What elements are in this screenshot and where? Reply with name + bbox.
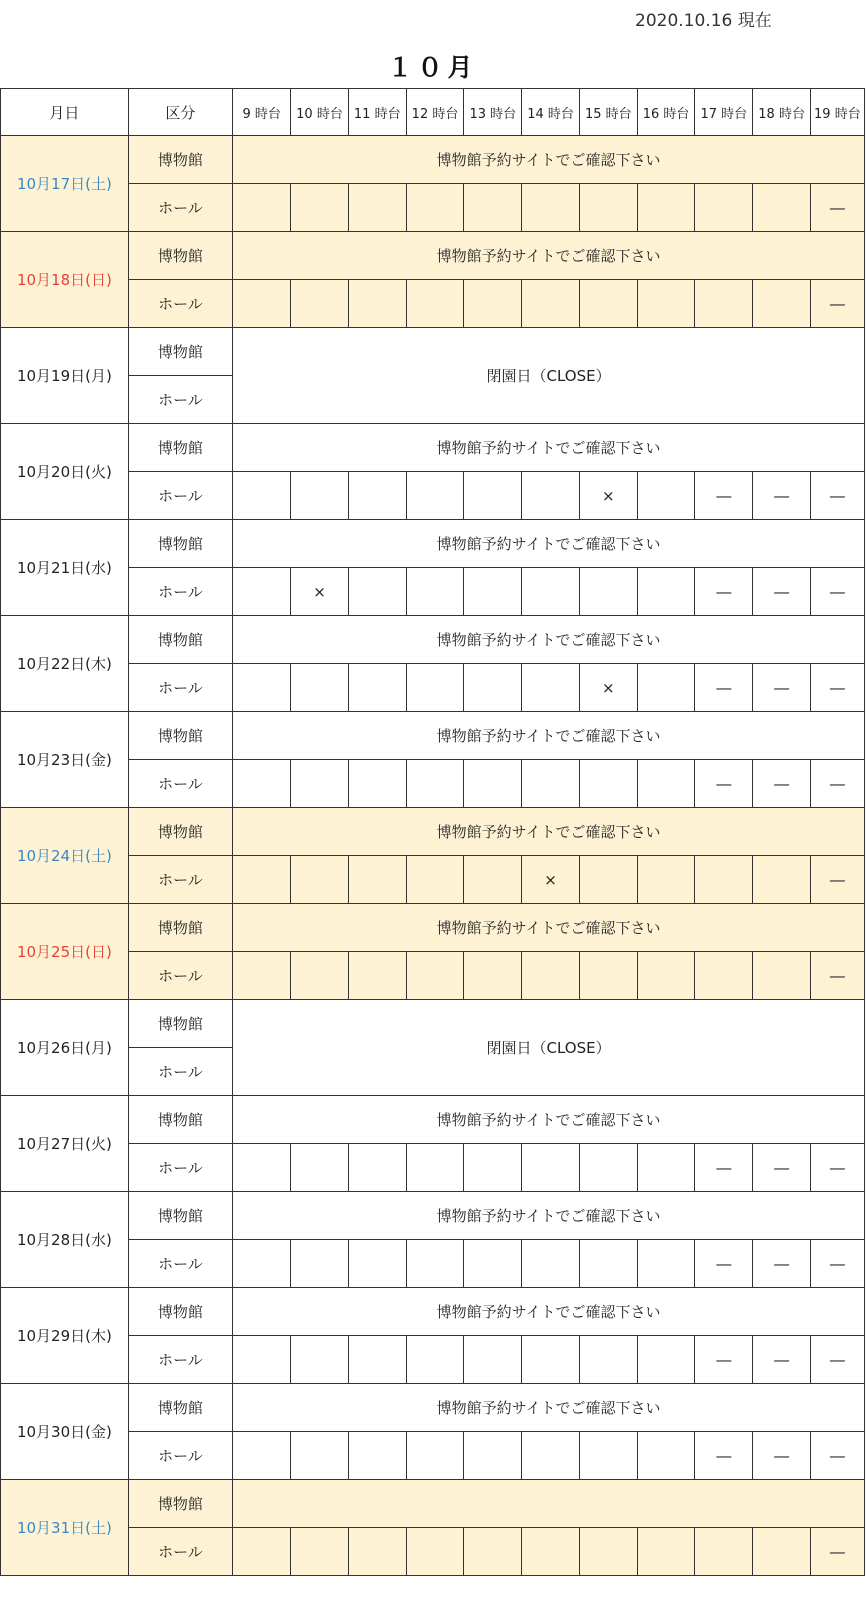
hall-slot [233,856,291,904]
hall-slot [637,1240,694,1288]
museum-notice: 博物館予約サイトでご確認下さい [233,904,865,952]
hall-slot [348,760,406,808]
category-museum: 博物館 [128,1288,232,1336]
hall-slot [579,760,637,808]
museum-notice: 博物館予約サイトでご確認下さい [233,1192,865,1240]
hall-slot [348,184,406,232]
hall-slot [522,184,579,232]
hall-slot: ― [753,1144,810,1192]
schedule-row-museum [1,1096,865,1144]
hall-slot [291,472,348,520]
hall-slot: ― [753,568,810,616]
hall-slot [753,184,810,232]
hall-slot [233,952,291,1000]
hall-slot [406,760,463,808]
date-cell: 10月30日(金) [1,1384,129,1480]
hall-slot [637,952,694,1000]
hall-slot: × [579,664,637,712]
category-museum: 博物館 [128,328,232,376]
hall-slot [522,1144,579,1192]
hall-slot [291,1144,348,1192]
header-hour: 19 時台 [810,89,864,136]
schedule-row-hall [1,472,865,520]
hall-slot [406,664,463,712]
hall-slot [348,1144,406,1192]
hall-slot [522,472,579,520]
hall-slot: ― [810,568,864,616]
hall-slot [291,856,348,904]
hall-slot [637,280,694,328]
category-museum: 博物館 [128,1000,232,1048]
as-of-date: 2020.10.16 現在 [635,11,772,31]
category-hall: ホール [128,664,232,712]
schedule-row-hall [1,1336,865,1384]
hall-slot [464,1240,522,1288]
reservation-schedule-table [0,88,865,1576]
museum-notice: 博物館予約サイトでご確認下さい [233,1384,865,1432]
schedule-row-hall [1,1144,865,1192]
hall-slot [637,472,694,520]
header-hour: 9 時台 [233,89,291,136]
schedule-row-hall [1,1432,865,1480]
schedule-row-museum [1,1192,865,1240]
header-hour: 17 時台 [695,89,753,136]
category-hall: ホール [128,376,232,424]
hall-slot [291,280,348,328]
hall-slot [348,664,406,712]
date-cell: 10月19日(月) [1,328,129,424]
hall-slot: × [579,472,637,520]
header-category: 区分 [128,89,232,136]
hall-slot [406,1144,463,1192]
hall-slot: ― [810,952,864,1000]
header-row [1,89,865,136]
schedule-row-hall [1,1528,865,1576]
header-hour: 14 時台 [522,89,579,136]
date-cell: 10月26日(月) [1,1000,129,1096]
closed-notice: 閉園日（CLOSE） [233,1000,865,1096]
schedule-row-hall [1,1240,865,1288]
hall-slot [291,1528,348,1576]
date-cell: 10月22日(木) [1,616,129,712]
category-museum: 博物館 [128,136,232,184]
hall-slot [695,280,753,328]
hall-slot: ― [810,1144,864,1192]
hall-slot [695,952,753,1000]
hall-slot [522,1240,579,1288]
hall-slot [348,952,406,1000]
hall-slot [233,1144,291,1192]
category-hall: ホール [128,1528,232,1576]
hall-slot: ― [753,664,810,712]
hall-slot [233,760,291,808]
hall-slot: ― [810,280,864,328]
hall-slot [233,1432,291,1480]
schedule-row-hall [1,568,865,616]
museum-notice: 博物館予約サイトでご確認下さい [233,424,865,472]
month-title: １０月 [387,53,478,82]
category-museum: 博物館 [128,1096,232,1144]
category-museum: 博物館 [128,1384,232,1432]
hall-slot: ― [810,472,864,520]
hall-slot [291,760,348,808]
hall-slot [579,856,637,904]
header-hour: 18 時台 [753,89,810,136]
hall-slot [579,1336,637,1384]
date-cell: 10月20日(火) [1,424,129,520]
category-hall: ホール [128,952,232,1000]
hall-slot [464,472,522,520]
hall-slot [637,184,694,232]
museum-notice: 博物館予約サイトでご確認下さい [233,232,865,280]
hall-slot: ― [695,1144,753,1192]
hall-slot [637,760,694,808]
hall-slot: ― [695,760,753,808]
schedule-row-museum [1,232,865,280]
date-cell: 10月31日(土) [1,1480,129,1576]
hall-slot [348,856,406,904]
hall-slot [406,1432,463,1480]
category-hall: ホール [128,856,232,904]
schedule-row-hall [1,952,865,1000]
hall-slot [637,856,694,904]
hall-slot [522,568,579,616]
hall-slot [348,1432,406,1480]
schedule-row-museum [1,1000,865,1048]
hall-slot [637,664,694,712]
hall-slot: ― [810,856,864,904]
hall-slot [637,1432,694,1480]
hall-slot [348,1336,406,1384]
hall-slot [291,1432,348,1480]
hall-slot [579,280,637,328]
schedule-row-hall [1,856,865,904]
category-museum: 博物館 [128,1480,232,1528]
hall-slot [348,472,406,520]
header-date: 月日 [1,89,129,136]
hall-slot: ― [695,1336,753,1384]
hall-slot [291,184,348,232]
museum-notice: 博物館予約サイトでご確認下さい [233,1288,865,1336]
header-hour: 12 時台 [406,89,463,136]
category-hall: ホール [128,184,232,232]
schedule-row-museum [1,616,865,664]
hall-slot [348,568,406,616]
hall-slot: ― [695,1432,753,1480]
category-hall: ホール [128,760,232,808]
schedule-row-museum [1,424,865,472]
category-museum: 博物館 [128,1192,232,1240]
hall-slot [579,1528,637,1576]
museum-notice: 博物館予約サイトでご確認下さい [233,520,865,568]
hall-slot [522,952,579,1000]
museum-notice: 博物館予約サイトでご確認下さい [233,712,865,760]
hall-slot: ― [753,1432,810,1480]
hall-slot: ― [810,760,864,808]
hall-slot [637,1528,694,1576]
date-cell: 10月28日(水) [1,1192,129,1288]
date-cell: 10月17日(土) [1,136,129,232]
hall-slot [579,1432,637,1480]
category-hall: ホール [128,568,232,616]
hall-slot [637,568,694,616]
category-hall: ホール [128,1240,232,1288]
category-museum: 博物館 [128,520,232,568]
hall-slot [406,856,463,904]
hall-slot: ― [810,664,864,712]
museum-notice: 博物館予約サイトでご確認下さい [233,808,865,856]
hall-slot: ― [695,664,753,712]
schedule-row-hall [1,760,865,808]
hall-slot [695,856,753,904]
hall-slot: ― [753,1336,810,1384]
category-museum: 博物館 [128,712,232,760]
hall-slot [291,1240,348,1288]
hall-slot: ― [810,1528,864,1576]
hall-slot [464,280,522,328]
hall-slot [348,1528,406,1576]
hall-slot [753,1528,810,1576]
hall-slot [579,1144,637,1192]
date-cell: 10月24日(土) [1,808,129,904]
hall-slot [522,1528,579,1576]
hall-slot: ― [695,472,753,520]
hall-slot [579,952,637,1000]
schedule-row-museum [1,1480,865,1528]
hall-slot [522,664,579,712]
hall-slot [406,1528,463,1576]
hall-slot [406,280,463,328]
hall-slot [233,280,291,328]
hall-slot [522,1336,579,1384]
hall-slot [464,664,522,712]
hall-slot: ― [695,568,753,616]
schedule-row-museum [1,808,865,856]
hall-slot [233,1240,291,1288]
hall-slot [348,280,406,328]
hall-slot [233,568,291,616]
schedule-row-museum [1,904,865,952]
hall-slot: × [522,856,579,904]
hall-slot [464,1144,522,1192]
hall-slot [579,1240,637,1288]
hall-slot [233,184,291,232]
category-museum: 博物館 [128,232,232,280]
hall-slot: ― [753,1240,810,1288]
hall-slot [522,1432,579,1480]
hall-slot [522,280,579,328]
category-hall: ホール [128,1144,232,1192]
hall-slot [233,1336,291,1384]
hall-slot [406,1336,463,1384]
hall-slot [464,1432,522,1480]
hall-slot [406,472,463,520]
hall-slot: × [291,568,348,616]
hall-slot: ― [810,1432,864,1480]
hall-slot: ― [810,1240,864,1288]
header-hour: 15 時台 [579,89,637,136]
hall-slot [464,1336,522,1384]
date-cell: 10月27日(火) [1,1096,129,1192]
date-cell: 10月18日(日) [1,232,129,328]
header-hour: 11 時台 [348,89,406,136]
hall-slot [233,1528,291,1576]
hall-slot: ― [753,472,810,520]
hall-slot [291,952,348,1000]
schedule-row-museum [1,520,865,568]
hall-slot [233,472,291,520]
schedule-row-museum [1,712,865,760]
hall-slot [464,856,522,904]
hall-slot [522,760,579,808]
hall-slot [579,568,637,616]
schedule-row-hall [1,184,865,232]
museum-notice: 博物館予約サイトでご確認下さい [233,616,865,664]
date-cell: 10月29日(木) [1,1288,129,1384]
museum-notice: 博物館予約サイトでご確認下さい [233,1096,865,1144]
hall-slot [464,952,522,1000]
category-hall: ホール [128,1048,232,1096]
category-museum: 博物館 [128,616,232,664]
header-hour: 13 時台 [464,89,522,136]
hall-slot [406,184,463,232]
museum-notice: 博物館予約サイトでご確認下さい [233,136,865,184]
hall-slot [464,760,522,808]
hall-slot [637,1144,694,1192]
category-hall: ホール [128,1336,232,1384]
hall-slot: ― [753,760,810,808]
schedule-row-museum [1,328,865,376]
hall-slot [406,568,463,616]
museum-notice [233,1480,865,1528]
hall-slot: ― [810,1336,864,1384]
schedule-row-museum [1,136,865,184]
schedule-row-museum [1,1384,865,1432]
schedule-row-museum [1,1288,865,1336]
hall-slot [753,952,810,1000]
schedule-row-hall [1,280,865,328]
hall-slot [464,1528,522,1576]
hall-slot [695,1528,753,1576]
hall-slot [406,1240,463,1288]
hall-slot [406,952,463,1000]
date-cell: 10月23日(金) [1,712,129,808]
hall-slot [291,1336,348,1384]
category-hall: ホール [128,472,232,520]
category-museum: 博物館 [128,424,232,472]
hall-slot [637,1336,694,1384]
hall-slot: ― [810,184,864,232]
header-hour: 10 時台 [291,89,348,136]
hall-slot: ― [695,1240,753,1288]
category-hall: ホール [128,1432,232,1480]
date-cell: 10月25日(日) [1,904,129,1000]
hall-slot [753,856,810,904]
date-cell: 10月21日(水) [1,520,129,616]
hall-slot [291,664,348,712]
hall-slot [753,280,810,328]
hall-slot [464,568,522,616]
category-hall: ホール [128,280,232,328]
schedule-row-hall [1,664,865,712]
category-museum: 博物館 [128,808,232,856]
hall-slot [233,664,291,712]
header-hour: 16 時台 [637,89,694,136]
hall-slot [348,1240,406,1288]
hall-slot [579,184,637,232]
closed-notice: 閉園日（CLOSE） [233,328,865,424]
hall-slot [464,184,522,232]
hall-slot [695,184,753,232]
category-museum: 博物館 [128,904,232,952]
